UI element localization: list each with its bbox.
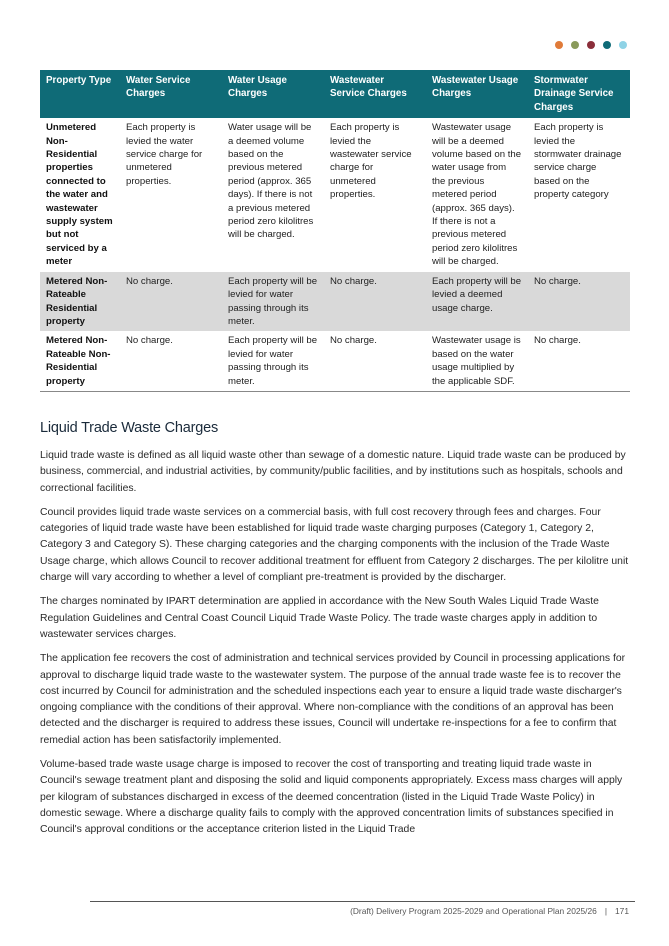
table-cell: Water usage will be a deemed volume based on the previous metered period (approx. 365 days). If there is not a previous metered period zero kilolitres will be charged.: [228, 122, 314, 241]
header-water-service: Water Service Charges: [120, 70, 222, 118]
table-cell: Each property is levied the wastewater service charge for unmetered properties.: [330, 122, 412, 201]
dot-olive: [571, 41, 579, 49]
footer-document-title: (Draft) Delivery Program 2025-2029 and Operational Plan 2025/26: [350, 906, 597, 916]
table-cell: Unmetered Non-Residential properties connected to the water and wastewater supply system but not serviced by a meter: [46, 122, 113, 268]
table-cell: Metered Non-Rateable Non-Residential property: [40, 331, 120, 391]
table-cell: No charge.: [528, 272, 630, 332]
table-cell: Each property is levied the stormwater drainage service charge based on the property category: [534, 122, 622, 201]
dot-light-blue: [619, 41, 627, 49]
table-cell: Each property will be levied for water passing through its meter.: [222, 331, 324, 391]
table-cell: No charge.: [528, 331, 630, 391]
table-row: [40, 272, 630, 332]
paragraph: Liquid trade waste is defined as all liquid waste other than sewage of a domestic nature. Liquid trade waste can be produced by business, commercial, and industrial activities, by community/public facilities, and by institutions such as hospitals, schools and correctional facilities.: [40, 450, 626, 494]
paragraph: The charges nominated by IPART determination are applied in accordance with the New South Wales Liquid Trade Waste Regulation Guidelines and Central Coast Council Liquid Trade Waste Policy. The trade waste charges apply in addition to wastewater services charges.: [40, 596, 599, 640]
page-number: 171: [615, 906, 629, 916]
table-cell: Each property will be levied for water passing through its meter.: [222, 272, 324, 332]
header-wastewater-usage: Wastewater Usage Charges: [426, 70, 528, 118]
dot-orange: [555, 41, 563, 49]
footer-rule: [90, 901, 635, 902]
section-heading: Liquid Trade Waste Charges: [40, 420, 219, 436]
table-cell: Each property is levied the water service charge for unmetered properties.: [126, 122, 203, 187]
table-cell: No charge.: [120, 272, 222, 332]
paragraph: Volume-based trade waste usage charge is imposed to recover the cost of transporting and treating liquid trade waste in Council's sewage treatment plant and disposing the solid and liquid components appropriately. Excess mass charges will apply per kilogram of substances discharged in excess of the deemed concentration (listed in the Liquid Trade Waste Policy) in domestic sewage. Where a discharge quality fails to comply with the approved concentration limits of substances specified in Council's approval conditions or the acceptance criterion listed in the Liquid Trade: [40, 759, 623, 836]
header-property-type: Property Type: [40, 70, 120, 118]
charges-table: [40, 70, 630, 392]
table-row: [40, 118, 630, 271]
paragraph: Council provides liquid trade waste services on a commercial basis, with full cost recovery through fees and charges. Four categories of liquid trade waste have been established for liquid trade waste charging purposes (Category 1, Category 2, Category 3 and Category S). These charging categories and the charging components with the inclusion of the Trade Waste Usage charge, which allows Council to recover additional treatment for effluent from Category 2 discharges. The per kilolitre unit charge will vary according to whether a level of compliant pre-treatment is provided by the discharger.: [40, 506, 629, 584]
table-cell: Wastewater usage will be a deemed volume based on the water usage from the previous metered period (approx. 365 days). If there is not a previous metered period zero kilolitres will be charged.: [432, 122, 522, 268]
header-wastewater-service: Wastewater Service Charges: [324, 70, 426, 118]
table-cell: Each property will be levied a deemed usage charge.: [426, 272, 528, 332]
table-row: [40, 331, 630, 391]
header-water-usage: Water Usage Charges: [222, 70, 324, 118]
table-cell: Metered Non-Rateable Residential property: [40, 272, 120, 332]
footer-separator: |: [604, 906, 608, 916]
paragraph: The application fee recovers the cost of administration and technical services provided by Council in processing applications for approval to discharge liquid trade waste to the wastewater system. The purpose of the annual trade waste fee is to recover the cost incurred by Council for administration and the scheduled inspections each year to ensure a liquid trade waste discharger's ongoing compliance with the conditions of their approval. Where non-compliance with the conditions of an approval has been detected and the discharger is required to address these issues, Council will undertake re-inspections for a fee to confirm that remedial action has been satisfactorily implemented.: [40, 653, 626, 746]
header-stormwater: Stormwater Drainage Service Charges: [528, 70, 630, 118]
decorative-dots: [555, 41, 627, 49]
table-cell: No charge.: [120, 331, 222, 391]
table-cell: No charge.: [324, 331, 426, 391]
dot-maroon: [587, 41, 595, 49]
section-body: [40, 448, 632, 847]
table-header-row: [40, 70, 630, 118]
dot-teal: [603, 41, 611, 49]
table-cell: Wastewater usage is based on the water usage multiplied by the applicable SDF.: [426, 331, 528, 391]
table-cell: No charge.: [324, 272, 426, 332]
page-footer: [350, 906, 629, 916]
